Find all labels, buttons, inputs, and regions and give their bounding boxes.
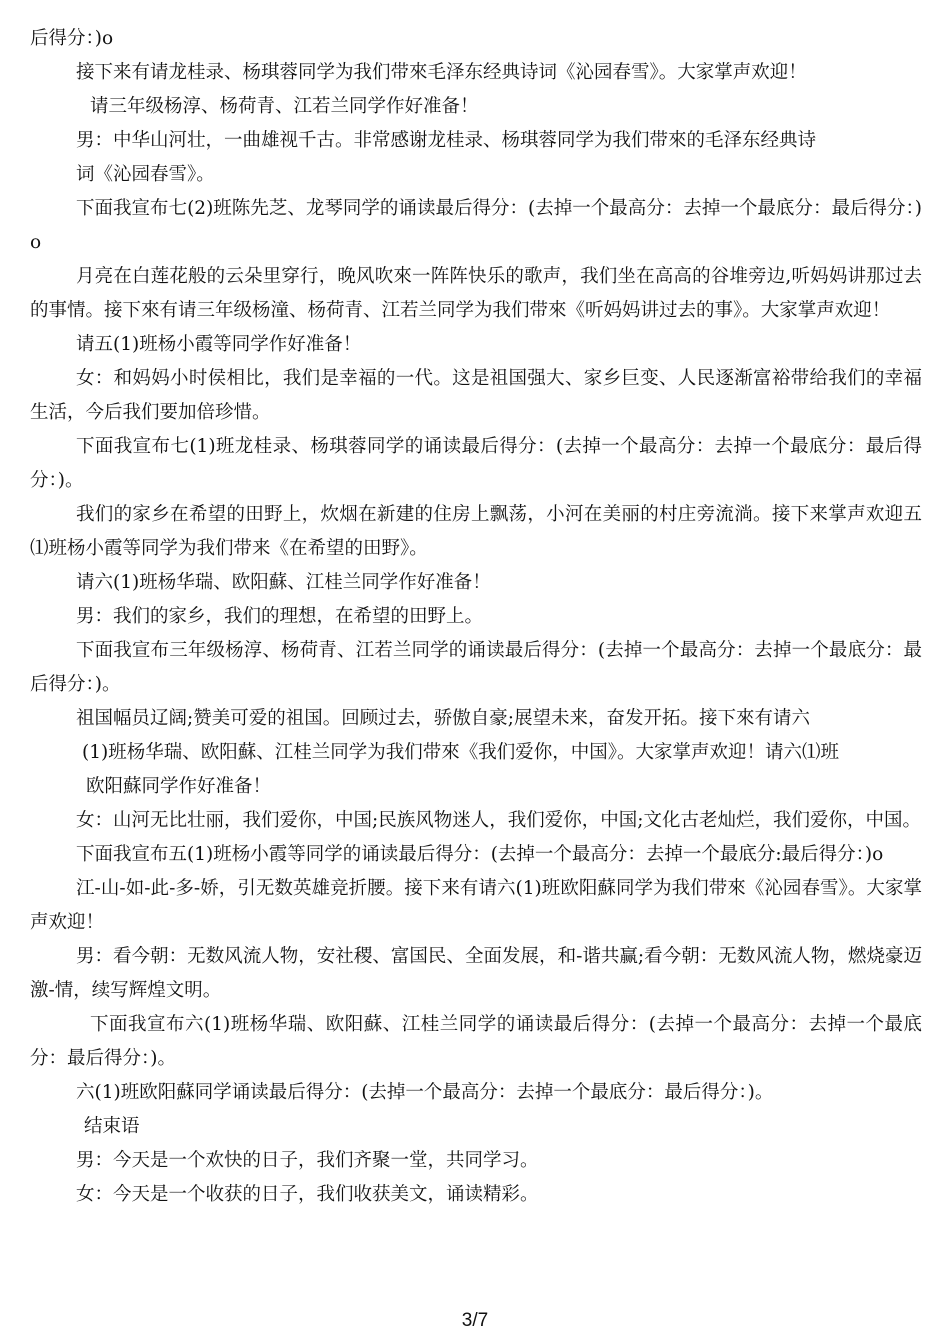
paragraph-21: 男：看今朝：无数风流人物，安社稷、富国民、全面发展，和-谐共赢;看今朝：无数风流人物，燃烧豪迈激-情，续写辉煌文明。 (30, 946, 922, 1001)
paragraph-10: 下面我宣布七(1)班龙桂录、杨琪蓉同学的诵读最后得分：(去掉一个最高分：去掉一个最底分：最后得分：)。 (30, 436, 922, 491)
paragraph-18: 女：山河无比壮丽，我们爱你，中国;民族风物迷人，我们爱你，中国;文化古老灿烂，我们爱你，中国。 (76, 810, 921, 831)
paragraph-22: 下面我宣布六(1)班杨华瑞、欧阳蘇、江桂兰同学的诵读最后得分：(去掉一个最高分：去掉一个最底分：最后得分：)。 (30, 1014, 922, 1069)
paragraph-17: 欧阳蘇同学作好准备！ (86, 776, 272, 797)
paragraph-13: 男：我们的家乡，我们的理想，在希望的田野上。 (76, 606, 484, 627)
paragraph-4: 男：中华山河壮，一曲雄视千古。非常感谢龙桂录、杨琪蓉同学为我们带來的毛泽东经典诗 (76, 130, 817, 151)
paragraph-15: 祖国幅员辽阔;赞美可爱的祖国。回顾过去，骄傲自豪;展望未来，奋发开拓。接下來有请六 (76, 708, 810, 729)
paragraph-14: 下面我宣布三年级杨淳、杨荷青、江若兰同学的诵读最后得分：(去掉一个最高分：去掉一个最底分：最后得分：)。 (30, 640, 922, 695)
paragraph-7: 月亮在白莲花般的云朵里穿行，晚风吹來一阵阵快乐的歌声，我们坐在高高的谷堆旁边,听妈妈讲那过去的事情。接下來有请三年级杨潼、杨荷青、江若兰同学为我们带來《听妈妈讲过去的事》。大家掌声欢迎！ (30, 266, 922, 321)
paragraph-2: 接下来有请龙桂录、杨琪蓉同学为我们带來毛泽东经典诗词《沁园春雪》。大家掌声欢迎！ (76, 62, 807, 83)
document-body (30, 22, 922, 1212)
paragraph-3: 请三年级杨淳、杨荷青、江若兰同学作好准备！ (90, 96, 479, 117)
section-heading-closing: 结束语 (84, 1116, 140, 1137)
page-number: 3/7 (461, 1310, 489, 1331)
paragraph-11: 我们的家乡在希望的田野上，炊烟在新建的住房上飘荡，小河在美丽的村庄旁流淌。接下来掌声欢迎五⑴班杨小霞等同学为我们带来《在希望的田野》。 (30, 504, 922, 559)
paragraph-12: 请六(1)班杨华瑞、欧阳蘇、江桂兰同学作好准备！ (76, 572, 491, 593)
paragraph-5: 词《沁园春雪》。 (76, 164, 215, 185)
paragraph-6: 下面我宣布七(2)班陈先芝、龙琴同学的诵读最后得分：(去掉一个最高分：去掉一个最底分：最后得分：)o (30, 198, 922, 253)
paragraph-20: 江-山-如-此-多-娇，引无数英雄竞折腰。接下来有请六(1)班欧阳蘇同学为我们带來《沁园春雪》。大家掌声欢迎！ (30, 878, 922, 933)
paragraph-16: (1)班杨华瑞、欧阳蘇、江桂兰同学为我们带來《我们爱你，中国》。大家掌声欢迎！请六⑴班 (82, 742, 839, 763)
paragraph-23: 六(1)班欧阳蘇同学诵读最后得分：(去掉一个最高分：去掉一个最底分：最后得分：)。 (76, 1082, 774, 1103)
paragraph-1: 后得分：)o (30, 28, 114, 49)
paragraph-26: 女：今天是一个收获的日子，我们收获美文，诵读精彩。 (76, 1184, 539, 1205)
paragraph-8: 请五(1)班杨小霞等同学作好准备！ (76, 334, 362, 355)
paragraph-19: 下面我宣布五(1)班杨小霞等同学的诵读最后得分：(去掉一个最高分：去掉一个最底分:最后得分：)o (76, 844, 884, 865)
paragraph-9: 女：和妈妈小时侯相比，我们是幸福的一代。这是祖国强大、家乡巨变、人民逐渐富裕带给我们的幸福生活，今后我们要加倍珍惜。 (30, 368, 922, 423)
paragraph-25: 男：今天是一个欢快的日子，我们齐聚一堂，共同学习。 (76, 1150, 539, 1171)
